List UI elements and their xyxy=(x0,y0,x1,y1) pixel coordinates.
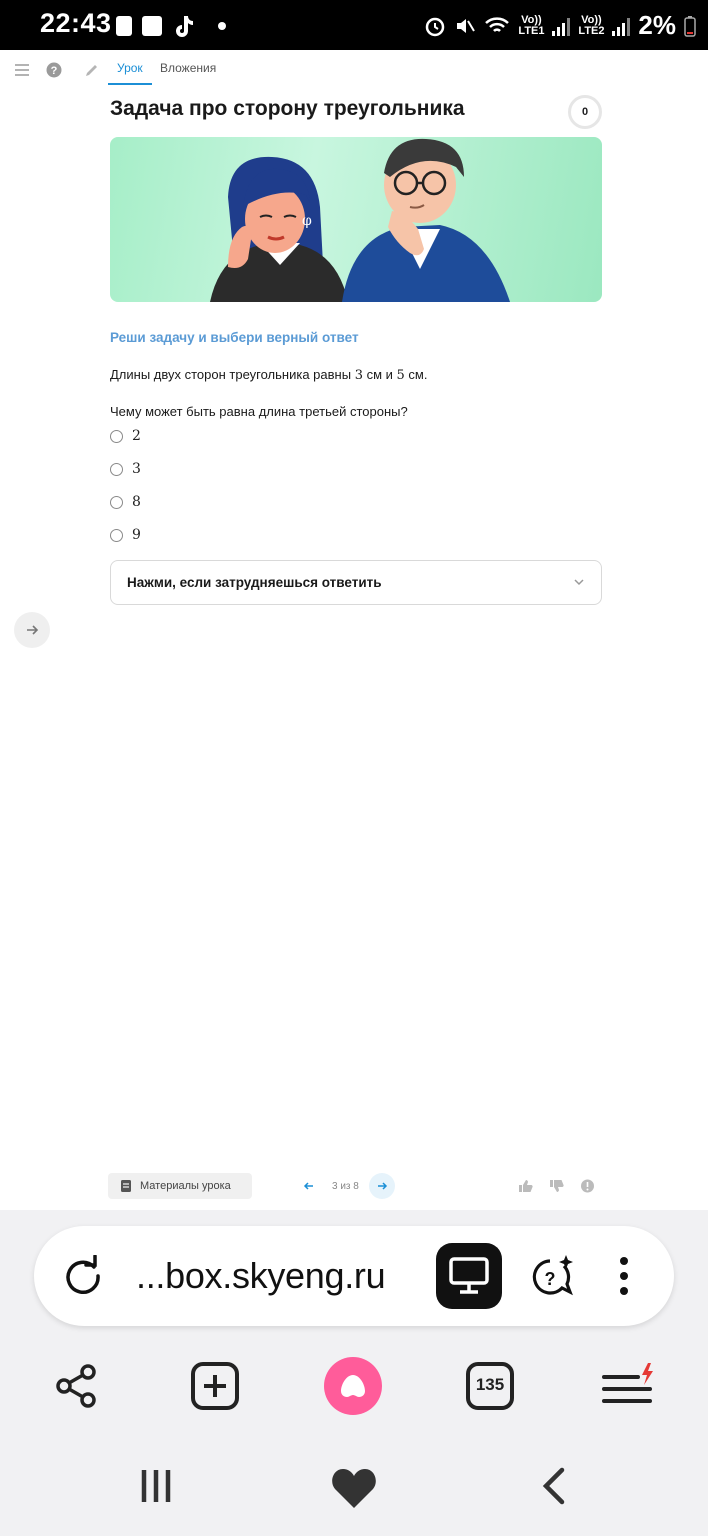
radio-button[interactable] xyxy=(110,496,123,509)
wifi-icon xyxy=(484,15,510,37)
alice-assistant-button[interactable] xyxy=(323,1356,383,1416)
arrow-left-icon xyxy=(303,1180,315,1192)
prev-page-button[interactable] xyxy=(296,1173,322,1199)
svg-text:?: ? xyxy=(50,65,58,77)
status-time: 22:43 xyxy=(40,8,112,38)
status-bar xyxy=(0,0,708,50)
hint-dropdown-label: Нажми, если затрудняешься ответить xyxy=(127,575,382,590)
radio-button[interactable] xyxy=(110,529,123,542)
radio-button[interactable] xyxy=(110,463,123,476)
reload-icon[interactable] xyxy=(62,1255,104,1297)
signal-icon xyxy=(552,16,570,36)
radio-button[interactable] xyxy=(110,430,123,443)
report-icon[interactable] xyxy=(580,1179,595,1193)
task-question: Чему может быть равна длина третьей стороны? xyxy=(110,404,408,419)
heart-home-icon[interactable] xyxy=(330,1466,378,1510)
lesson-banner-illustration xyxy=(110,137,602,302)
signal-2-icon xyxy=(612,16,630,36)
hint-dropdown[interactable] xyxy=(110,560,602,605)
url-text[interactable]: ...box.skyeng.ru xyxy=(136,1255,386,1296)
answer-option[interactable] xyxy=(110,426,141,446)
side-b-value: 5 xyxy=(396,368,405,383)
tiktok-icon xyxy=(172,14,194,38)
thumbs-up-icon[interactable] xyxy=(518,1179,533,1193)
desktop-mode-button[interactable] xyxy=(436,1243,502,1309)
more-options-icon[interactable] xyxy=(618,1256,630,1296)
side-a-value: 3 xyxy=(354,368,363,383)
address-bar[interactable] xyxy=(34,1226,674,1326)
active-tab-indicator xyxy=(108,83,152,85)
answer-option[interactable] xyxy=(110,525,141,545)
mute-icon xyxy=(454,15,476,37)
answer-option[interactable] xyxy=(110,492,141,512)
thumbs-down-icon[interactable] xyxy=(549,1179,564,1193)
lesson-materials-label: Материалы урока xyxy=(140,1180,231,1192)
answer-option-label: 9 xyxy=(132,527,141,543)
new-tab-button[interactable] xyxy=(185,1356,245,1416)
assistant-chat-icon[interactable] xyxy=(528,1253,576,1299)
browser-menu-button[interactable] xyxy=(598,1356,658,1416)
page-navigator xyxy=(296,1173,395,1199)
answer-option[interactable] xyxy=(110,459,141,479)
gallery-icon xyxy=(142,16,162,36)
lesson-materials-button[interactable] xyxy=(108,1173,252,1199)
network-1-label: Vo)) LTE1 xyxy=(518,13,545,37)
plus-square-icon xyxy=(190,1361,240,1411)
browser-chrome xyxy=(0,1210,708,1536)
share-button[interactable] xyxy=(46,1356,106,1416)
page-counter: 3 из 8 xyxy=(332,1180,359,1192)
battery-icon xyxy=(684,15,696,37)
battery-percent: 2% xyxy=(638,10,676,40)
thinking-people-illustration xyxy=(110,137,602,302)
file-icon xyxy=(116,16,132,36)
chevron-down-icon xyxy=(573,576,585,588)
pen-icon[interactable] xyxy=(83,61,101,79)
menu-icon[interactable] xyxy=(13,61,31,79)
recent-apps-icon[interactable] xyxy=(138,1468,174,1504)
feedback-buttons xyxy=(518,1179,595,1193)
help-icon[interactable] xyxy=(45,61,63,79)
answer-option-label: 3 xyxy=(132,461,141,477)
system-navigation-bar xyxy=(0,1456,708,1516)
alice-icon xyxy=(324,1357,382,1415)
task-statement: Длины двух сторон треугольника равны 3 см и 5 см. xyxy=(110,367,428,383)
side-next-button[interactable] xyxy=(14,612,50,648)
menu-lightning-icon xyxy=(598,1361,658,1411)
svg-text:?: ? xyxy=(544,1269,556,1289)
back-icon[interactable] xyxy=(538,1466,568,1506)
arrow-right-icon xyxy=(25,623,39,637)
tab-attachments[interactable]: Вложения xyxy=(160,61,217,75)
tab-count: 135 xyxy=(475,1375,505,1394)
lesson-topbar xyxy=(0,50,708,90)
desktop-icon xyxy=(449,1257,489,1295)
score-badge: 0 xyxy=(568,95,602,129)
tab-lesson[interactable]: Урок xyxy=(117,61,143,75)
network-2-label: Vo)) LTE2 xyxy=(578,13,605,37)
next-page-button[interactable] xyxy=(369,1173,395,1199)
alarm-icon xyxy=(424,15,446,37)
document-icon xyxy=(120,1179,132,1193)
svg-text:φ: φ xyxy=(302,213,312,229)
lesson-title: Задача про сторону треугольника xyxy=(110,97,465,120)
answer-option-label: 2 xyxy=(132,428,141,444)
arrow-right-icon xyxy=(376,1180,388,1192)
notification-dot-icon xyxy=(218,22,226,30)
task-instruction: Реши задачу и выбери верный ответ xyxy=(110,330,359,345)
share-icon xyxy=(52,1362,100,1410)
tabs-counter-button[interactable] xyxy=(460,1356,520,1416)
browser-navigation xyxy=(0,1356,708,1416)
answer-option-label: 8 xyxy=(132,494,141,510)
